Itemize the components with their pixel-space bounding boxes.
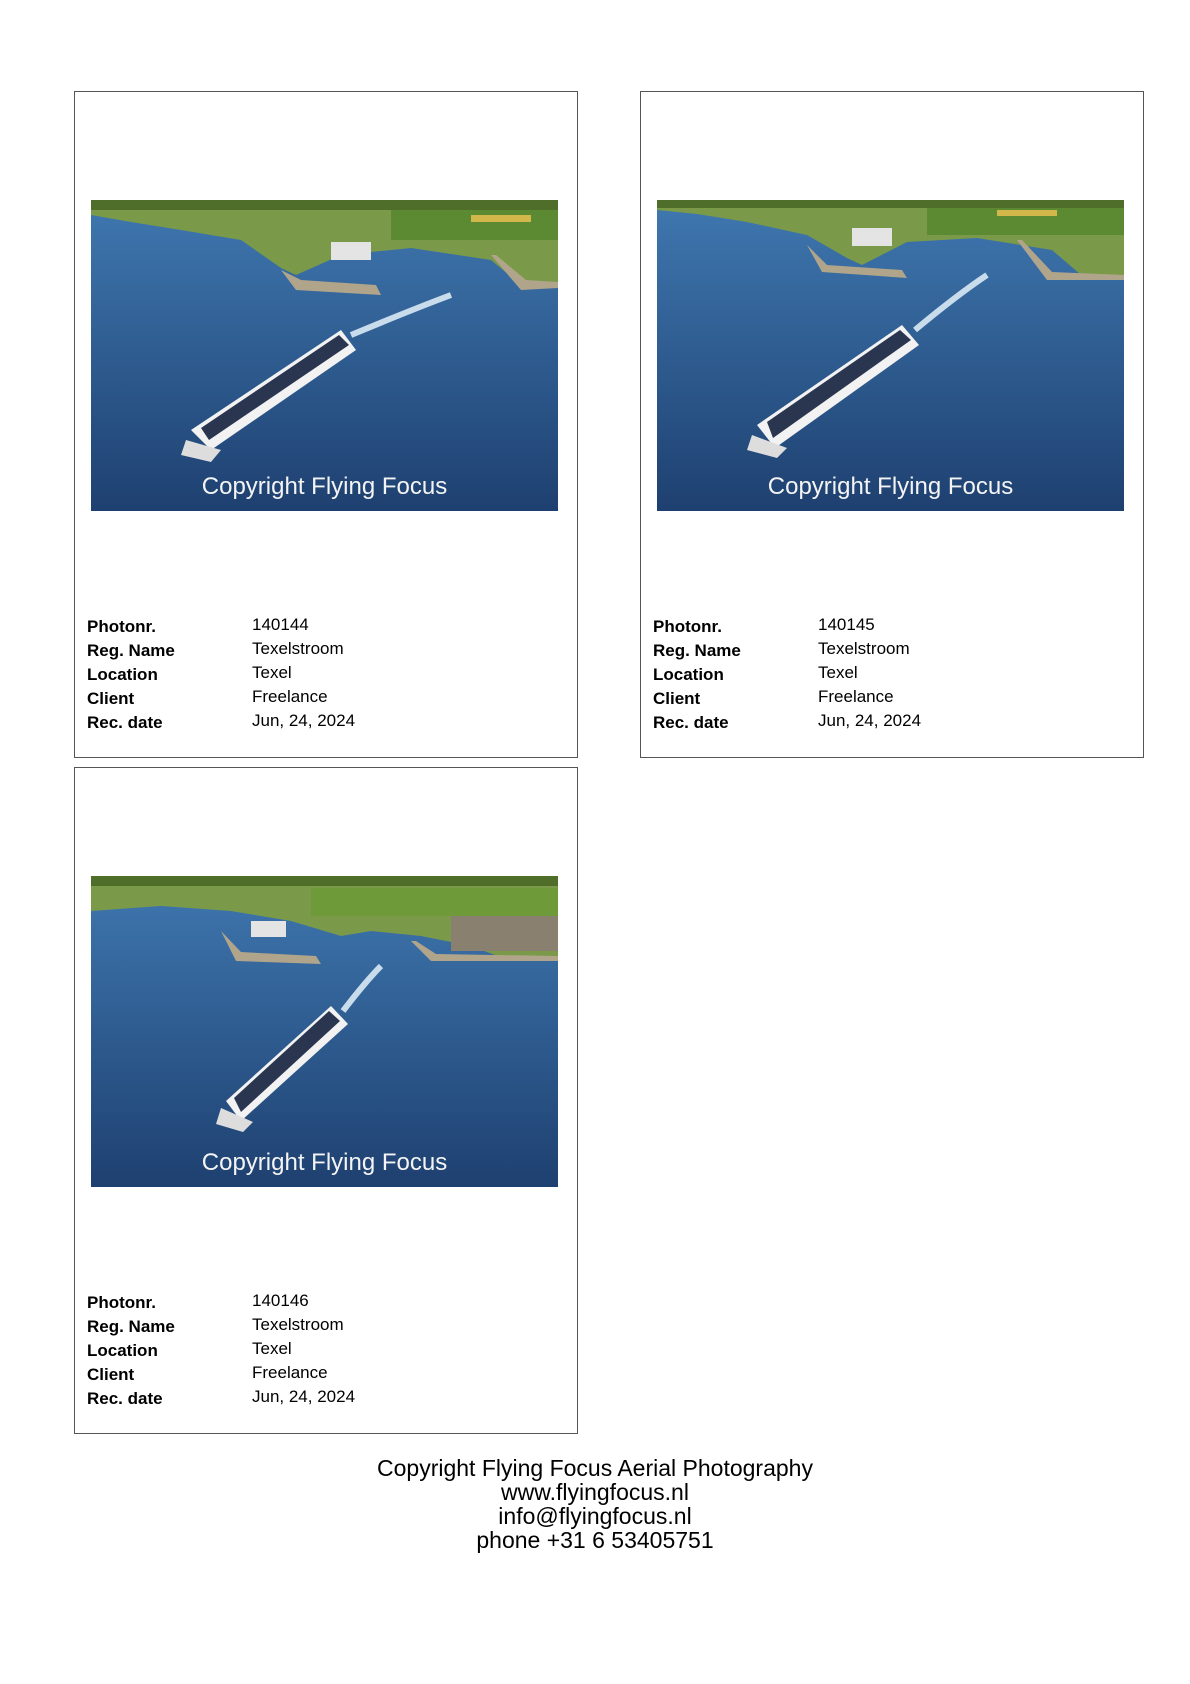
- photo-metadata: [87, 1291, 567, 1411]
- meta-row-client: [653, 687, 1133, 711]
- reg-name-label: Reg. Name: [87, 1317, 175, 1336]
- rec-date-value: Jun, 24, 2024: [252, 1387, 356, 1406]
- reg-name-value: Texelstroom: [818, 639, 910, 658]
- photonr-label: Photonr.: [87, 617, 156, 636]
- footer-website-link[interactable]: www.flyingfocus.nl: [501, 1479, 689, 1505]
- meta-row-location: [87, 1339, 567, 1363]
- rec-date-label: Rec. date: [87, 713, 163, 732]
- location-value: Texel: [252, 1339, 292, 1358]
- photonr-label: Photonr.: [653, 617, 722, 636]
- client-value: Freelance: [252, 687, 328, 706]
- meta-row-rec-date: [653, 711, 1133, 735]
- rec-date-label: Rec. date: [653, 713, 729, 732]
- client-value: Freelance: [818, 687, 894, 706]
- photo-card-3: [74, 767, 578, 1434]
- meta-row-client: [87, 1363, 567, 1387]
- location-value: Texel: [818, 663, 858, 682]
- photo-metadata: [653, 615, 1133, 735]
- client-value: Freelance: [252, 1363, 328, 1382]
- reg-name-value: Texelstroom: [252, 639, 344, 658]
- client-label: Client: [653, 689, 701, 708]
- photo-metadata: [87, 615, 567, 735]
- page-footer: [0, 1456, 1190, 1552]
- photo-watermark: Copyright Flying Focus: [767, 473, 1014, 500]
- meta-row-photonr: [87, 1291, 567, 1315]
- meta-row-rec-date: [87, 1387, 567, 1411]
- meta-row-reg-name: [87, 1315, 567, 1339]
- photonr-label: Photonr.: [87, 1293, 156, 1312]
- meta-row-location: [653, 663, 1133, 687]
- meta-row-photonr: [87, 615, 567, 639]
- ferry-image: [91, 200, 558, 511]
- rec-date-value: Jun, 24, 2024: [818, 711, 922, 730]
- aerial-photo-ferry[interactable]: [91, 200, 558, 511]
- photo-card-1: [74, 91, 578, 758]
- meta-row-photonr: [653, 615, 1133, 639]
- meta-row-client: [87, 687, 567, 711]
- client-label: Client: [87, 1365, 135, 1384]
- aerial-photo-ferry[interactable]: [657, 200, 1124, 511]
- photonr-value: 140146: [252, 1291, 309, 1310]
- photo-watermark: Copyright Flying Focus: [201, 473, 448, 500]
- footer-copyright: Copyright Flying Focus Aerial Photography: [377, 1455, 813, 1481]
- photo-watermark: Copyright Flying Focus: [201, 1149, 448, 1176]
- ferry-image: [91, 876, 558, 1187]
- client-label: Client: [87, 689, 135, 708]
- location-label: Location: [87, 1341, 158, 1360]
- photo-card-2: [640, 91, 1144, 758]
- reg-name-label: Reg. Name: [87, 641, 175, 660]
- meta-row-reg-name: [653, 639, 1133, 663]
- meta-row-location: [87, 663, 567, 687]
- meta-row-reg-name: [87, 639, 567, 663]
- reg-name-value: Texelstroom: [252, 1315, 344, 1334]
- ferry-image: [657, 200, 1124, 511]
- reg-name-label: Reg. Name: [653, 641, 741, 660]
- location-label: Location: [87, 665, 158, 684]
- footer-phone: phone +31 6 53405751: [476, 1527, 714, 1553]
- aerial-photo-ferry[interactable]: [91, 876, 558, 1187]
- footer-email-link[interactable]: info@flyingfocus.nl: [498, 1503, 692, 1529]
- photonr-value: 140144: [252, 615, 309, 634]
- location-label: Location: [653, 665, 724, 684]
- location-value: Texel: [252, 663, 292, 682]
- rec-date-label: Rec. date: [87, 1389, 163, 1408]
- rec-date-value: Jun, 24, 2024: [252, 711, 356, 730]
- meta-row-rec-date: [87, 711, 567, 735]
- photonr-value: 140145: [818, 615, 875, 634]
